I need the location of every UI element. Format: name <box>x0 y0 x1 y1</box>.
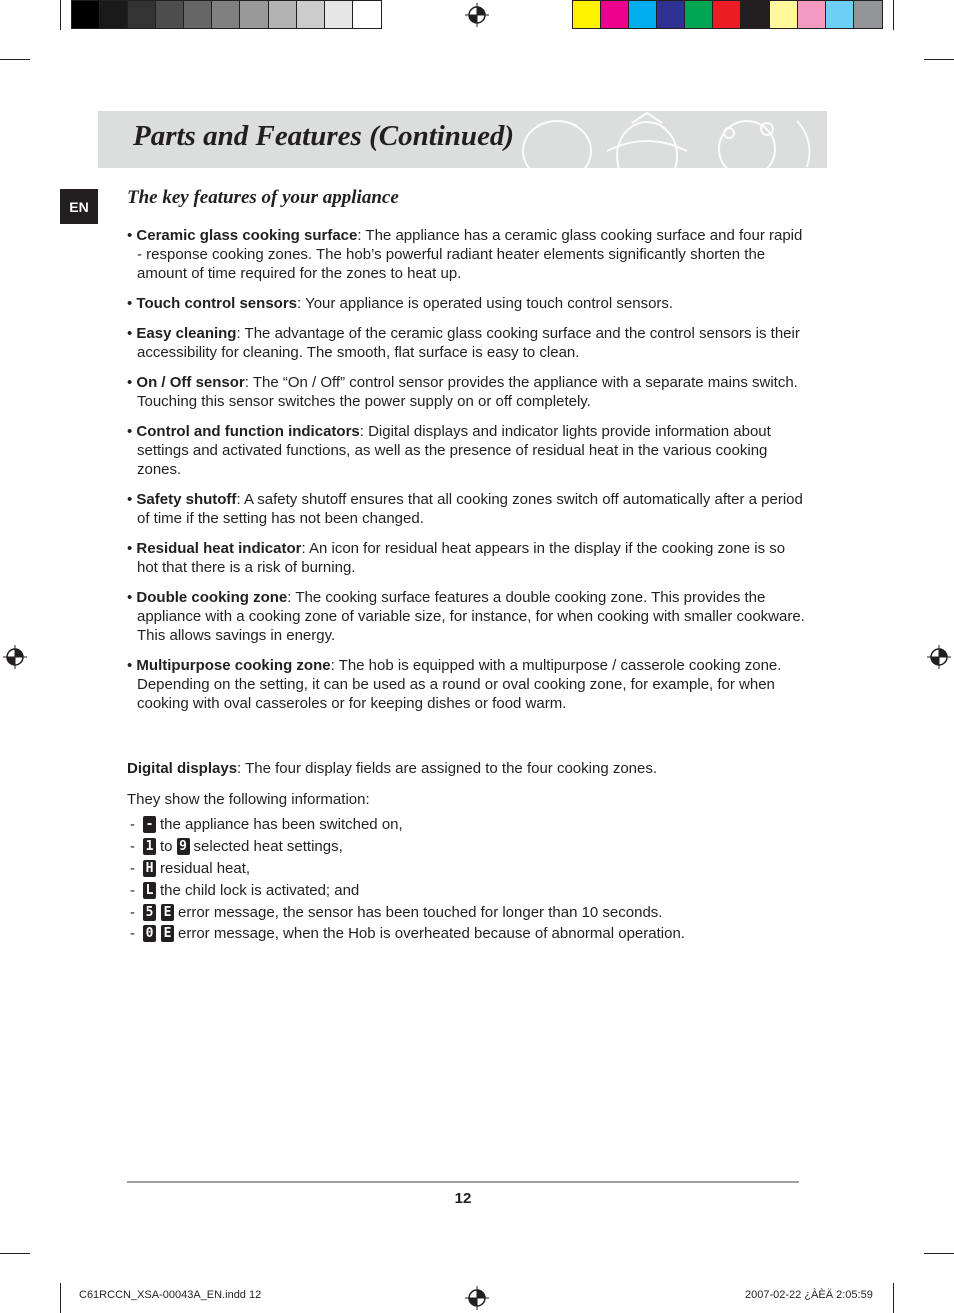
list-item <box>127 901 805 923</box>
feature-description: : A safety shutoff ensures that all cooking zones switch off automatically after a period of time if the setting has not been changed. <box>137 491 803 527</box>
list-item <box>127 879 805 901</box>
list-item <box>127 836 805 858</box>
list-item <box>127 858 805 880</box>
symbol-meaning: the appliance has been switched on, <box>160 816 403 834</box>
list-dash: - <box>130 859 135 877</box>
feature-description: : An icon for residual heat appears in the display if the cooking zone is so hot that there is a risk of burning. <box>137 540 786 576</box>
symbol-meaning: the child lock is activated; and <box>160 881 360 899</box>
crop-mark <box>924 1253 954 1254</box>
crop-mark <box>924 59 954 60</box>
date-slug: 2007-02-22 ¿ÀÈÄ 2:05:59 <box>745 1289 873 1301</box>
color-swatch <box>629 1 657 28</box>
list-dash: - <box>130 838 135 856</box>
color-swatch <box>854 1 882 28</box>
color-swatch <box>798 1 826 28</box>
page-number: 12 <box>454 1190 472 1207</box>
list-dash: - <box>130 881 135 899</box>
list-dash: - <box>130 816 135 834</box>
color-swatch <box>128 1 156 28</box>
list-item <box>127 814 805 836</box>
footer-divider <box>127 1181 799 1183</box>
header-banner <box>98 111 827 168</box>
color-swatch <box>573 1 601 28</box>
color-swatch <box>325 1 353 28</box>
registration-mark-icon <box>465 3 489 27</box>
display-symbol-icon: 0 <box>143 925 156 942</box>
list-item: • Double cooking zone: The cooking surface features a double cooking zone. This provides the appliance with a cooking zone of variable size, for instance, for when cooking with smaller cookware. This allows savings in energy. <box>127 589 805 644</box>
digital-displays-intro: They show the following information: <box>127 791 370 808</box>
color-swatch <box>240 1 268 28</box>
color-swatch <box>297 1 325 28</box>
digital-displays-label: Digital displays <box>127 760 238 777</box>
crop-mark <box>0 1253 30 1254</box>
crop-mark <box>893 1283 894 1313</box>
display-symbol-icon: H <box>143 860 156 877</box>
color-swatch <box>826 1 854 28</box>
feature-name: Multipurpose cooking zone <box>136 657 331 674</box>
feature-description: : The “On / Off” control sensor provides the appliance with a separate mains switch. Touching this sensor switches the power supply on or off completely. <box>137 374 798 410</box>
feature-name: Ceramic glass cooking surface <box>136 227 358 244</box>
symbol-meaning: residual heat, <box>160 859 251 877</box>
page-title: Parts and Features (Continued) <box>133 120 515 152</box>
display-symbol-icon: 5 <box>143 904 156 921</box>
registration-mark-icon <box>465 1286 489 1310</box>
list-item <box>127 923 805 945</box>
section-title: The key features of your appliance <box>127 187 399 208</box>
color-swatch <box>770 1 798 28</box>
color-swatch <box>100 1 128 28</box>
list-item: • Control and function indicators: Digital displays and indicator lights provide information about settings and activated functions, as well as the presence of residual heat in the various cooking zones. <box>127 423 771 478</box>
display-symbol-icon: 1 <box>143 838 156 855</box>
crop-mark <box>893 0 894 30</box>
feature-name: Touch control sensors <box>136 295 297 312</box>
display-symbol-icon: E <box>161 925 174 942</box>
display-symbol-icon: - <box>143 816 156 833</box>
color-swatch <box>184 1 212 28</box>
feature-list <box>127 226 805 724</box>
feature-description: : The cooking surface features a double cooking zone. This provides the appliance with a cooking zone of variable size, for instance, for when cooking with smaller cookware. This allows savings in energy. <box>137 589 805 644</box>
feature-description: : Digital displays and indicator lights provide information about settings and activated functions, as well as the presence of residual heat in the various cooking zones. <box>137 423 771 478</box>
feature-description: : The hob is equipped with a multipurpose / casserole cooking zone. Depending on the setting, it can be used as a round or oval cooking zone, for example, for when cooking with oval casseroles or for keeping dishes or food warm. <box>137 657 782 712</box>
digital-displays-section <box>127 759 805 945</box>
feature-name: Control and function indicators <box>136 423 360 440</box>
feature-name: Double cooking zone <box>136 589 288 606</box>
feature-description: : The appliance has a ceramic glass cooking surface and four rapid - response cooking zones. The hob’s powerful radiant heater elements significantly shorten the amount of time required for the zones to heat up. <box>137 227 803 282</box>
color-swatch <box>601 1 629 28</box>
color-swatch <box>713 1 741 28</box>
list-item: • On / Off sensor: The “On / Off” control sensor provides the appliance with a separate mains switch. Touching this sensor switches the power supply on or off completely. <box>127 374 798 410</box>
feature-name: On / Off sensor <box>136 374 245 391</box>
color-swatch <box>353 1 381 28</box>
symbol-meaning: error message, when the Hob is overheated because of abnormal operation. <box>178 925 685 943</box>
color-swatch <box>156 1 184 28</box>
file-slug: C61RCCN_XSA-00043A_EN.indd 12 <box>79 1289 262 1301</box>
feature-description: : The advantage of the ceramic glass cooking surface and the control sensors is their accessibility for cleaning. The smooth, flat surface is easy to clean. <box>137 325 800 361</box>
list-item: • Ceramic glass cooking surface: The appliance has a ceramic glass cooking surface and four rapid - response cooking zones. The hob’s powerful radiant heater elements significantly shorten the amount of time required for the zones to heat up. <box>127 227 803 282</box>
feature-name: Residual heat indicator <box>136 540 302 557</box>
color-swatch <box>741 1 769 28</box>
language-tab: EN <box>60 189 98 224</box>
digital-displays-paragraph <box>127 759 805 778</box>
color-swatch <box>269 1 297 28</box>
color-swatch-bar <box>572 0 883 29</box>
crop-mark <box>60 1283 61 1313</box>
symbol-meaning: error message, the sensor has been touched for longer than 10 seconds. <box>178 903 663 921</box>
display-symbol-icon: E <box>161 904 174 921</box>
list-item: • Easy cleaning: The advantage of the ceramic glass cooking surface and the control sensors is their accessibility for cleaning. The smooth, flat surface is easy to clean. <box>127 325 800 361</box>
list-item: • Multipurpose cooking zone: The hob is equipped with a multipurpose / casserole cooking zone. Depending on the setting, it can be used as a round or oval cooking zone, for example, for when cooking with oval casseroles or for keeping dishes or food warm. <box>127 657 782 712</box>
list-item: • Safety shutoff: A safety shutoff ensures that all cooking zones switch off automatically after a period of time if the setting has not been changed. <box>127 491 803 527</box>
symbol-meaning: selected heat settings, <box>193 838 343 856</box>
color-swatch <box>657 1 685 28</box>
display-symbol-list <box>127 814 805 945</box>
registration-mark-icon <box>927 645 951 669</box>
list-item: • Residual heat indicator: An icon for residual heat appears in the display if the cooking zone is so hot that there is a risk of burning. <box>127 540 786 576</box>
digital-displays-description: : The four display fields are assigned to the four cooking zones. <box>237 760 658 777</box>
crop-mark <box>60 0 61 30</box>
crop-mark <box>0 59 30 60</box>
color-swatch <box>685 1 713 28</box>
display-symbol-icon: 9 <box>177 838 190 855</box>
list-dash: - <box>130 925 135 943</box>
list-item: • Touch control sensors: Your appliance is operated using touch control sensors. <box>127 295 674 312</box>
feature-name: Safety shutoff <box>136 491 237 508</box>
feature-description: : Your appliance is operated using touch control sensors. <box>297 295 674 312</box>
color-swatch <box>212 1 240 28</box>
display-symbol-icon: L <box>143 882 156 899</box>
range-joiner: to <box>160 838 173 856</box>
grayscale-swatch-bar <box>71 0 382 29</box>
registration-mark-icon <box>3 645 27 669</box>
vegetable-illustration-icon <box>497 111 827 168</box>
color-swatch <box>72 1 100 28</box>
feature-name: Easy cleaning <box>136 325 237 342</box>
list-dash: - <box>130 903 135 921</box>
